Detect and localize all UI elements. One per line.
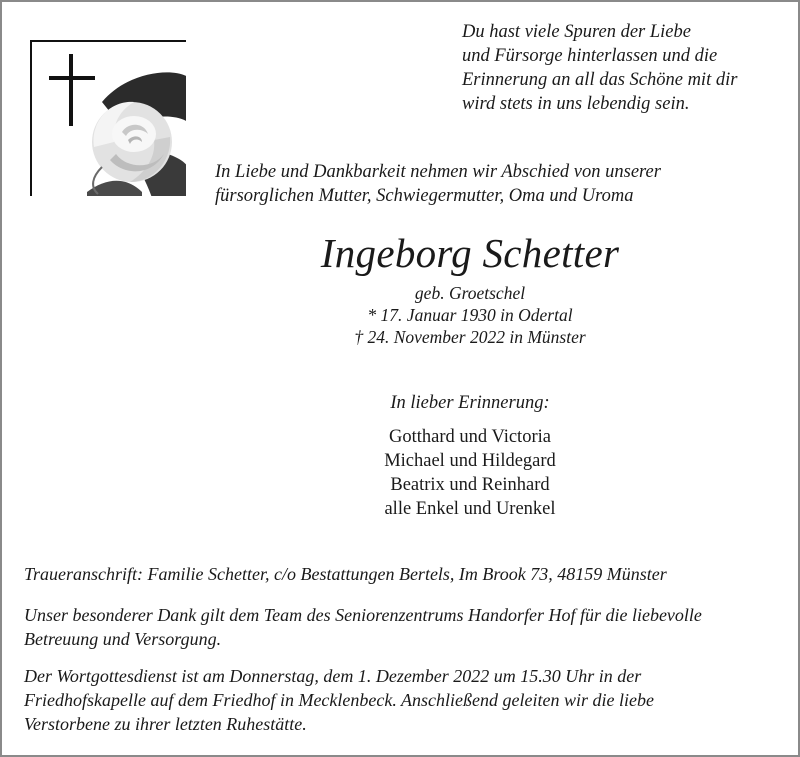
- remembrance-heading: In lieber Erinnerung:: [390, 393, 550, 413]
- thanks-line: Betreuung und Versorgung.: [24, 629, 222, 649]
- cross-rose-emblem: [30, 40, 186, 196]
- intro-line: In Liebe und Dankbarkeit nehmen wir Abschied von unserer: [215, 162, 661, 182]
- service-line: Verstorbene zu ihrer letzten Ruhestätte.: [24, 714, 307, 734]
- poem: [462, 20, 782, 116]
- mourner-entry: alle Enkel und Urenkel: [384, 499, 556, 519]
- life-details: [0, 282, 800, 348]
- service-note: [24, 664, 784, 736]
- birth-date: * 17. Januar 1930 in Odertal: [367, 305, 573, 325]
- death-date: † 24. November 2022 in Münster: [354, 327, 586, 347]
- mourning-address: Traueranschrift: Familie Schetter, c/o Bestattungen Bertels, Im Brook 73, 48159 Münster: [24, 564, 667, 584]
- intro-text: [215, 160, 785, 208]
- service-line: Der Wortgottesdienst ist am Donnerstag, dem 1. Dezember 2022 um 15.30 Uhr in der: [24, 666, 642, 686]
- birth-name: geb. Groetschel: [414, 283, 526, 303]
- poem-line: Erinnerung an all das Schöne mit dir: [462, 70, 738, 90]
- deceased-name: Ingeborg Schetter: [320, 230, 620, 276]
- rose-icon: [32, 42, 186, 196]
- intro-line: fürsorglichen Mutter, Schwiegermutter, Oma und Uroma: [215, 186, 634, 206]
- mourner-entry: Gotthard und Victoria: [389, 427, 551, 447]
- poem-line: Du hast viele Spuren der Liebe: [462, 22, 691, 42]
- poem-line: wird stets in uns lebendig sein.: [462, 94, 690, 114]
- thanks-note: [24, 603, 784, 651]
- mourners-list: [0, 425, 800, 521]
- poem-line: und Fürsorge hinterlassen und die: [462, 46, 718, 66]
- service-line: Friedhofskapelle auf dem Friedhof in Mecklenbeck. Anschließend geleiten wir die liebe: [24, 690, 654, 710]
- mourner-entry: Michael und Hildegard: [384, 451, 556, 471]
- thanks-line: Unser besonderer Dank gilt dem Team des Seniorenzentrums Handorfer Hof für die liebevolle: [24, 605, 702, 625]
- mourner-entry: Beatrix und Reinhard: [390, 475, 550, 495]
